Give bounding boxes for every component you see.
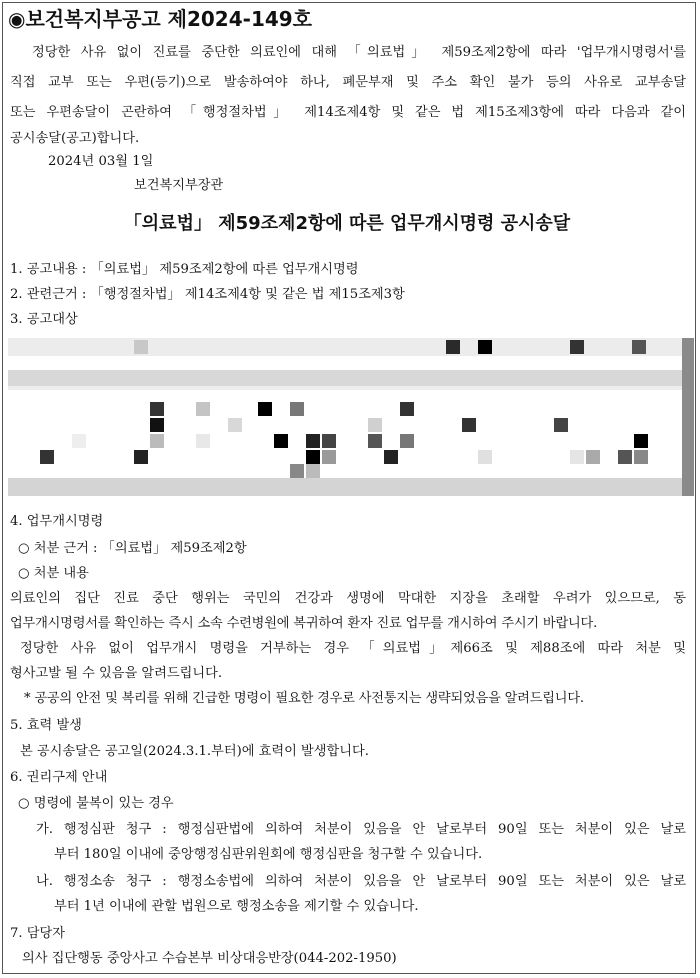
- item-4-warning-line-2: 형사고발 될 수 있음을 알려드립니다.: [10, 666, 223, 681]
- item-6-ga-line-2: 부터 180일 이내에 중앙행정심판위원회에 행정심판을 청구할 수 있습니다.: [54, 847, 483, 862]
- intro-line-1: 정당한 사유 없이 진료를 중단한 의료인에 대해 「의료법」 제59조제2항에 따라 '업무개시명령서'를: [32, 45, 686, 60]
- item-4-content-line-1: 의료인의 집단 진료 중단 행위는 국민의 건강과 생명에 막대한 지장을 초래할 우려가 있으므로, 동: [10, 591, 686, 606]
- item-4-note: * 공공의 안전 및 복리를 위해 긴급한 명령이 필요한 경우로 사전통지는 생략되었음을 알려드립니다.: [24, 691, 584, 706]
- item-2: 2. 관련근거 : 「행정절차법」 제14조제4항 및 같은 법 제15조제3항: [10, 287, 405, 302]
- intro-line-3: 또는 우편송달이 곤란하여 「행정절차법」 제14조제4항 및 같은 법 제15조제3항에 따라 다음과 같이: [10, 105, 686, 120]
- item-5-text: 본 공시송달은 공고일(2024.3.1.부터)에 효력이 발생합니다.: [20, 744, 369, 759]
- notice-date: 2024년 03월 1일: [48, 154, 154, 169]
- item-6-ga-line-1: 가. 행정심판 청구 : 행정심판법에 의하여 처분이 있음을 안 날로부터 90일 또는 처분이 있은 날로: [36, 822, 686, 837]
- notice-number-heading: ◉보건복지부공고 제2024-149호: [8, 7, 313, 31]
- item-6-condition: ○ 명령에 불복이 있는 경우: [18, 796, 174, 811]
- item-1: 1. 공고내용 : 「의료법」 제59조제2항에 따른 업무개시명령: [10, 262, 359, 277]
- item-4: 4. 업무개시명령: [10, 514, 104, 529]
- item-4-content-heading: ○ 처분 내용: [18, 566, 89, 581]
- item-4-content-line-2: 업무개시명령서를 확인하는 즉시 소속 수련병원에 복귀하여 환자 진료 업무를 개시하여 주시기 바랍니다.: [10, 616, 598, 631]
- intro-line-2: 직접 교부 또는 우편(등기)으로 발송하여야 하나, 폐문부재 및 주소 확인 불가 등의 사유로 교부송달: [10, 75, 686, 90]
- document-title: 「의료법」 제59조제2항에 따른 업무개시명령 공시송달: [123, 213, 571, 234]
- item-4-basis: ○ 처분 근거 : 「의료법」 제59조제2항: [18, 541, 247, 556]
- item-6-na-line-1: 나. 행정소송 청구 : 행정소송법에 의하여 처분이 있음을 안 날로부터 90일 또는 처분이 있은 날로: [36, 874, 686, 889]
- issuer: 보건복지부장관: [134, 178, 224, 193]
- item-7: 7. 담당자: [10, 926, 65, 941]
- item-6: 6. 권리구제 안내: [10, 770, 108, 785]
- item-5: 5. 효력 발생: [10, 718, 82, 733]
- intro-line-4: 공시송달(공고)합니다.: [10, 131, 140, 146]
- item-3: 3. 공고대상: [10, 312, 78, 327]
- contact-info: 의사 집단행동 중앙사고 수습본부 비상대응반장(044-202-1950): [22, 951, 397, 966]
- redacted-recipient-table: [8, 338, 694, 496]
- item-6-na-line-2: 부터 1년 이내에 관할 법원으로 행정소송을 제기할 수 있습니다.: [54, 899, 419, 914]
- item-4-warning-line-1: 정당한 사유 없이 업무개시 명령을 거부하는 경우 「의료법」제66조 및 제88조에 따라 처분 및: [20, 641, 686, 656]
